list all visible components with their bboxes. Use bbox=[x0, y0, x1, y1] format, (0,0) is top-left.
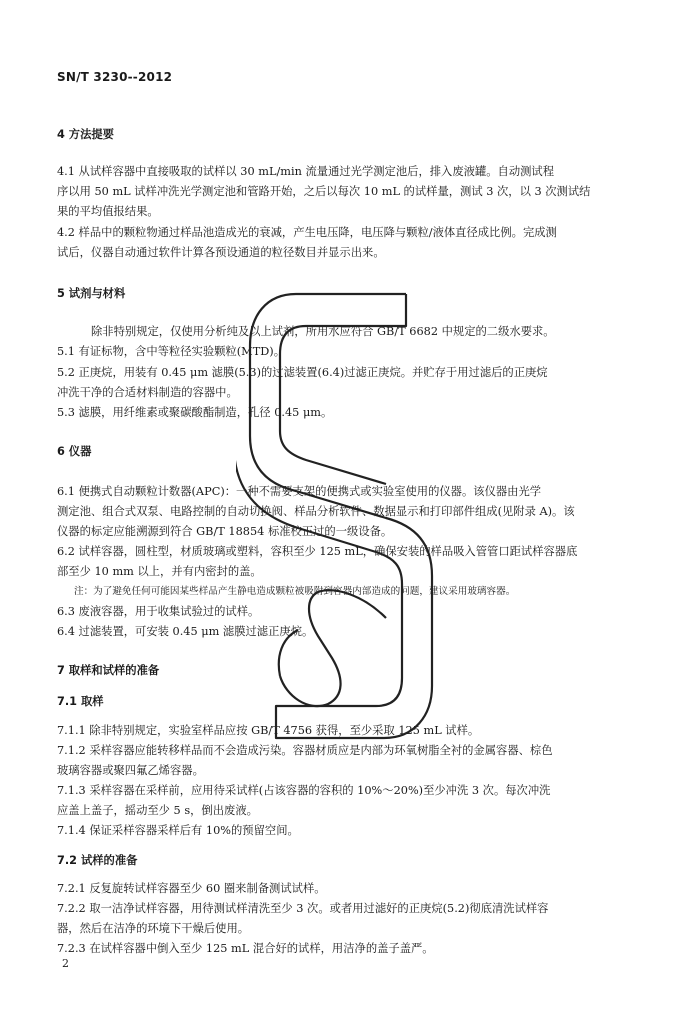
paragraph-7-1-3-line-2: 应盖上盖子，摇动至少 5 s，倒出废液。 bbox=[57, 804, 258, 817]
paragraph-6-3: 6.3 废液容器，用于收集试验过的试样。 bbox=[57, 605, 260, 618]
paragraph-6-2-line-1: 6.2 试样容器，圆柱型，材质玻璃或塑料，容积至少 125 mL，确保安装的样品吸入管管口距试样容器底 bbox=[57, 545, 578, 558]
section-5-heading: 5 试剂与材料 bbox=[57, 287, 126, 300]
paragraph-4-1-line-2: 序以用 50 mL 试样冲洗光学测定池和管路开始，之后以每次 10 mL 的试样量，测试 3 次，以 3 次测试结 bbox=[57, 185, 591, 198]
section-7-2-heading: 7.2 试样的准备 bbox=[57, 854, 138, 867]
section-6-heading: 6 仪器 bbox=[57, 445, 92, 458]
paragraph-7-1-3-line-1: 7.1.3 采样容器在采样前，应用待采试样(占该容器的容积的 10%～20%)至少冲洗 3 次。每次冲洗 bbox=[57, 784, 551, 797]
section-7-1-heading: 7.1 取样 bbox=[57, 695, 104, 708]
paragraph-7-1-1: 7.1.1 除非特别规定，实验室样品应按 GB/T 4756 获得，至少采取 125 mL 试样。 bbox=[57, 724, 480, 737]
paragraph-4-2-line-2: 试后，仪器自动通过软件计算各预设通道的粒径数目并显示出来。 bbox=[57, 246, 385, 259]
paragraph-7-1-2-line-2: 玻璃容器或聚四氟乙烯容器。 bbox=[57, 764, 204, 777]
standard-code: SN/T 3230--2012 bbox=[57, 70, 173, 84]
paragraph-7-1-2-line-1: 7.1.2 采样容器应能转移样品而不会造成污染。容器材质应是内部为环氧树脂全衬的金属容器、棕色 bbox=[57, 744, 553, 757]
note-6-2: 注：为了避免任何可能因某些样品产生静电造成颗粒被吸附到容器内部造成的问题，建议采用玻璃容器。 bbox=[74, 586, 516, 597]
paragraph-6-1-line-3: 仪器的标定应能溯源到符合 GB/T 18854 标准校正过的一级设备。 bbox=[57, 525, 393, 538]
paragraph-6-2-line-2: 部至少 10 mm 以上，并有内密封的盖。 bbox=[57, 565, 262, 578]
paragraph-4-1-line-3: 果的平均值报结果。 bbox=[57, 205, 159, 218]
paragraph-5-3: 5.3 滤膜，用纤维素或聚碳酸酯制造，孔径 0.45 μm。 bbox=[57, 406, 333, 419]
paragraph-6-1-line-1: 6.1 便携式自动颗粒计数器(APC)：一种不需要支架的便携式或实验室使用的仪器。该仪器由光学 bbox=[57, 485, 542, 498]
paragraph-7-2-3: 7.2.3 在试样容器中倒入至少 125 mL 混合好的试样，用洁净的盖子盖严。 bbox=[57, 942, 434, 955]
paragraph-4-2-line-1: 4.2 样品中的颗粒物通过样品池造成光的衰减，产生电压降，电压降与颗粒/液体直径成比例。完成测 bbox=[57, 226, 557, 239]
section-4-heading: 4 方法提要 bbox=[57, 128, 114, 141]
paragraph-5-intro: 除非特别规定，仅使用分析纯及以上试剂，所用水应符合 GB/T 6682 中规定的二级水要求。 bbox=[91, 325, 555, 338]
paragraph-5-2-line-2: 冲洗干净的合适材料制造的容器中。 bbox=[57, 386, 238, 399]
paragraph-5-2-line-1: 5.2 正庚烷，用装有 0.45 μm 滤膜(5.3)的过滤装置(6.4)过滤正庚烷。并贮存于用过滤后的正庚烷 bbox=[57, 366, 548, 379]
paragraph-7-2-2-line-2: 器，然后在洁净的环境下干燥后使用。 bbox=[57, 922, 250, 935]
paragraph-7-1-4: 7.1.4 保证采样容器采样后有 10%的预留空间。 bbox=[57, 824, 299, 837]
section-7-heading: 7 取样和试样的准备 bbox=[57, 664, 160, 677]
paragraph-6-4: 6.4 过滤装置，可安装 0.45 μm 滤膜过滤正庚烷。 bbox=[57, 625, 314, 638]
paragraph-7-2-1: 7.2.1 反复旋转试样容器至少 60 圈来制备测试试样。 bbox=[57, 882, 326, 895]
paragraph-4-1-line-1: 4.1 从试样容器中直接吸取的试样以 30 mL/min 流量通过光学测定池后，排入废液罐。自动测试程 bbox=[57, 165, 555, 178]
paragraph-5-1: 5.1 有证标物，含中等粒径实验颗粒(MTD)。 bbox=[57, 345, 285, 358]
paragraph-7-2-2-line-1: 7.2.2 取一洁净试样容器，用待测试样清洗至少 3 次。或者用过滤好的正庚烷(5.2)彻底清洗试样容 bbox=[57, 902, 549, 915]
page-number: 2 bbox=[62, 957, 69, 970]
paragraph-6-1-line-2: 测定池、组合式双泵、电路控制的自动切换阀、样品分析软件、数据显示和打印部件组成(见附录 A)。该 bbox=[57, 505, 575, 518]
